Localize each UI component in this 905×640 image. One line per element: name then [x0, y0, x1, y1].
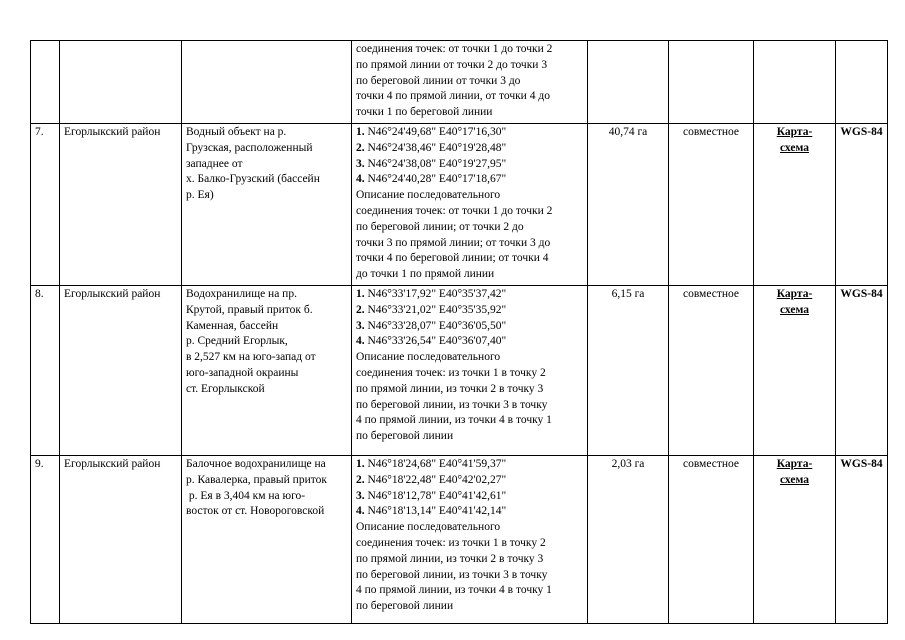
object-line: ст. Егорлыкской [186, 382, 265, 395]
crs-label: WGS-84 [840, 457, 883, 470]
description-line: 4 по прямой линии, из точки 4 в точку 1 [356, 584, 552, 597]
object-line: р. Средний Егорлык, [186, 335, 288, 348]
use-type: совместное [669, 285, 754, 455]
description-line: по береговой линии [356, 430, 454, 443]
description-line: Описание последовательного [356, 189, 501, 202]
coordinate-point: 1. N46°33'17,92" E40°35'37,42" [356, 287, 507, 300]
description-line: по прямой линии, из точки 2 в точку 3 [356, 382, 544, 395]
map-link-cell [754, 285, 836, 455]
object-line: р. Кавалерка, правый приток [186, 473, 327, 486]
district-cell [60, 41, 182, 124]
district: Егорлыкский район [60, 455, 182, 623]
district: Егорлыкский район [60, 123, 182, 285]
row-number: 8. [31, 285, 60, 455]
object-line: восток от ст. Новороговской [186, 505, 325, 518]
description-line: Описание последовательного [356, 521, 501, 534]
area-value: 40,74 га [588, 123, 669, 285]
crs-cell [836, 41, 888, 124]
map-link-cell [754, 455, 836, 623]
object-line: Каменная, бассейн [186, 319, 279, 332]
description-line: точки 4 по прямой линии, от точки 4 до [356, 90, 550, 103]
object-line: Балочное водохранилище на [186, 457, 326, 470]
coordinate-point: 2. N46°18'22,48" E40°42'02,27" [356, 473, 507, 486]
object-description [182, 285, 352, 455]
coordinate-point: 4. N46°33'26,54" E40°36'07,40" [356, 335, 507, 348]
object-line: в 2,527 км на юго-запад от [186, 351, 316, 364]
coordinates-cell [352, 41, 588, 124]
coordinates-cell [352, 285, 588, 455]
object-description [182, 455, 352, 623]
description-line: соединения точек: из точки 1 в точку 2 [356, 366, 546, 379]
description-line: Описание последовательного [356, 351, 501, 364]
row-number-cell [31, 41, 60, 124]
coordinates-cell [352, 123, 588, 285]
use-type: совместное [669, 455, 754, 623]
object-line: юго-западной окраины [186, 366, 299, 379]
description-line: соединения точек: от точки 1 до точки 2 [356, 43, 553, 55]
coordinate-point: 3. N46°18'12,78" E40°41'42,61" [356, 489, 507, 502]
coordinate-point: 3. N46°33'28,07" E40°36'05,50" [356, 319, 507, 332]
coordinate-point: 3. N46°24'38,08" E40°19'27,95" [356, 157, 507, 170]
object-description [182, 123, 352, 285]
crs-cell [836, 455, 888, 623]
description-line: по береговой линии; от точки 2 до [356, 220, 524, 233]
map-scheme-link[interactable]: Карта- схема [776, 125, 813, 154]
table-row [31, 285, 888, 455]
object-line: р. Ея в 3,404 км на юго- [186, 489, 306, 502]
object-line: Водный объект на р. [186, 125, 287, 138]
map-scheme-link[interactable]: Карта- схема [776, 287, 813, 316]
description-line: по береговой линии от точки 3 до [356, 74, 521, 87]
row-number: 9. [31, 455, 60, 623]
description-line: точки 4 по береговой линии; от точки 4 [356, 252, 549, 265]
coordinates-cell [352, 455, 588, 623]
description-line: соединения точек: от точки 1 до точки 2 [356, 204, 553, 217]
object-line: р. Ея) [186, 189, 214, 202]
description-line: по береговой линии, из точки 3 в точку [356, 568, 548, 581]
crs-label: WGS-84 [840, 287, 883, 300]
object-line: Водохранилище на пр. [186, 287, 297, 300]
description-line: 4 по прямой линии, из точки 4 в точку 1 [356, 414, 552, 427]
description-line: по береговой линии [356, 600, 454, 613]
table-row [31, 123, 888, 285]
object-line: х. Балко-Грузский (бассейн [186, 173, 320, 186]
map-link-cell [754, 123, 836, 285]
table-row-continuation [31, 41, 888, 124]
district: Егорлыкский район [60, 285, 182, 455]
coordinate-point: 1. N46°18'24,68" E40°41'59,37" [356, 457, 507, 470]
description-line: точки 3 по прямой линии; от точки 3 до [356, 236, 551, 249]
crs-cell [836, 123, 888, 285]
description-line: по прямой линии, из точки 2 в точку 3 [356, 552, 544, 565]
area-value: 6,15 га [588, 285, 669, 455]
use-type: совместное [669, 123, 754, 285]
area-value: 2,03 га [588, 455, 669, 623]
coordinate-point: 4. N46°24'40,28" E40°17'18,67" [356, 173, 507, 186]
coordinate-point: 2. N46°33'21,02" E40°35'35,92" [356, 303, 507, 316]
object-line: Грузская, расположенный [186, 141, 313, 154]
map-link-cell [754, 41, 836, 124]
map-scheme-link[interactable]: Карта- схема [776, 457, 813, 486]
crs-cell [836, 285, 888, 455]
coordinate-point: 2. N46°24'38,46" E40°19'28,48" [356, 141, 507, 154]
coordinate-point: 4. N46°18'13,14" E40°41'42,14" [356, 505, 507, 518]
description-line: соединения точек: из точки 1 в точку 2 [356, 536, 546, 549]
use-type-cell [669, 41, 754, 124]
crs-label: WGS-84 [840, 125, 883, 138]
table-row [31, 455, 888, 623]
row-number: 7. [31, 123, 60, 285]
water-objects-table [30, 40, 888, 624]
description-line: точки 1 по береговой линии [356, 106, 493, 119]
object-line: Крутой, правый приток б. [186, 303, 313, 316]
object-cell [182, 41, 352, 124]
object-line: западнее от [186, 157, 243, 170]
description-line: до точки 1 по прямой линии [356, 268, 495, 281]
area-cell [588, 41, 669, 124]
description-line: по прямой линии от точки 2 до точки 3 [356, 58, 548, 71]
coordinate-point: 1. N46°24'49,68" E40°17'16,30" [356, 125, 507, 138]
description-line: по береговой линии, из точки 3 в точку [356, 398, 548, 411]
